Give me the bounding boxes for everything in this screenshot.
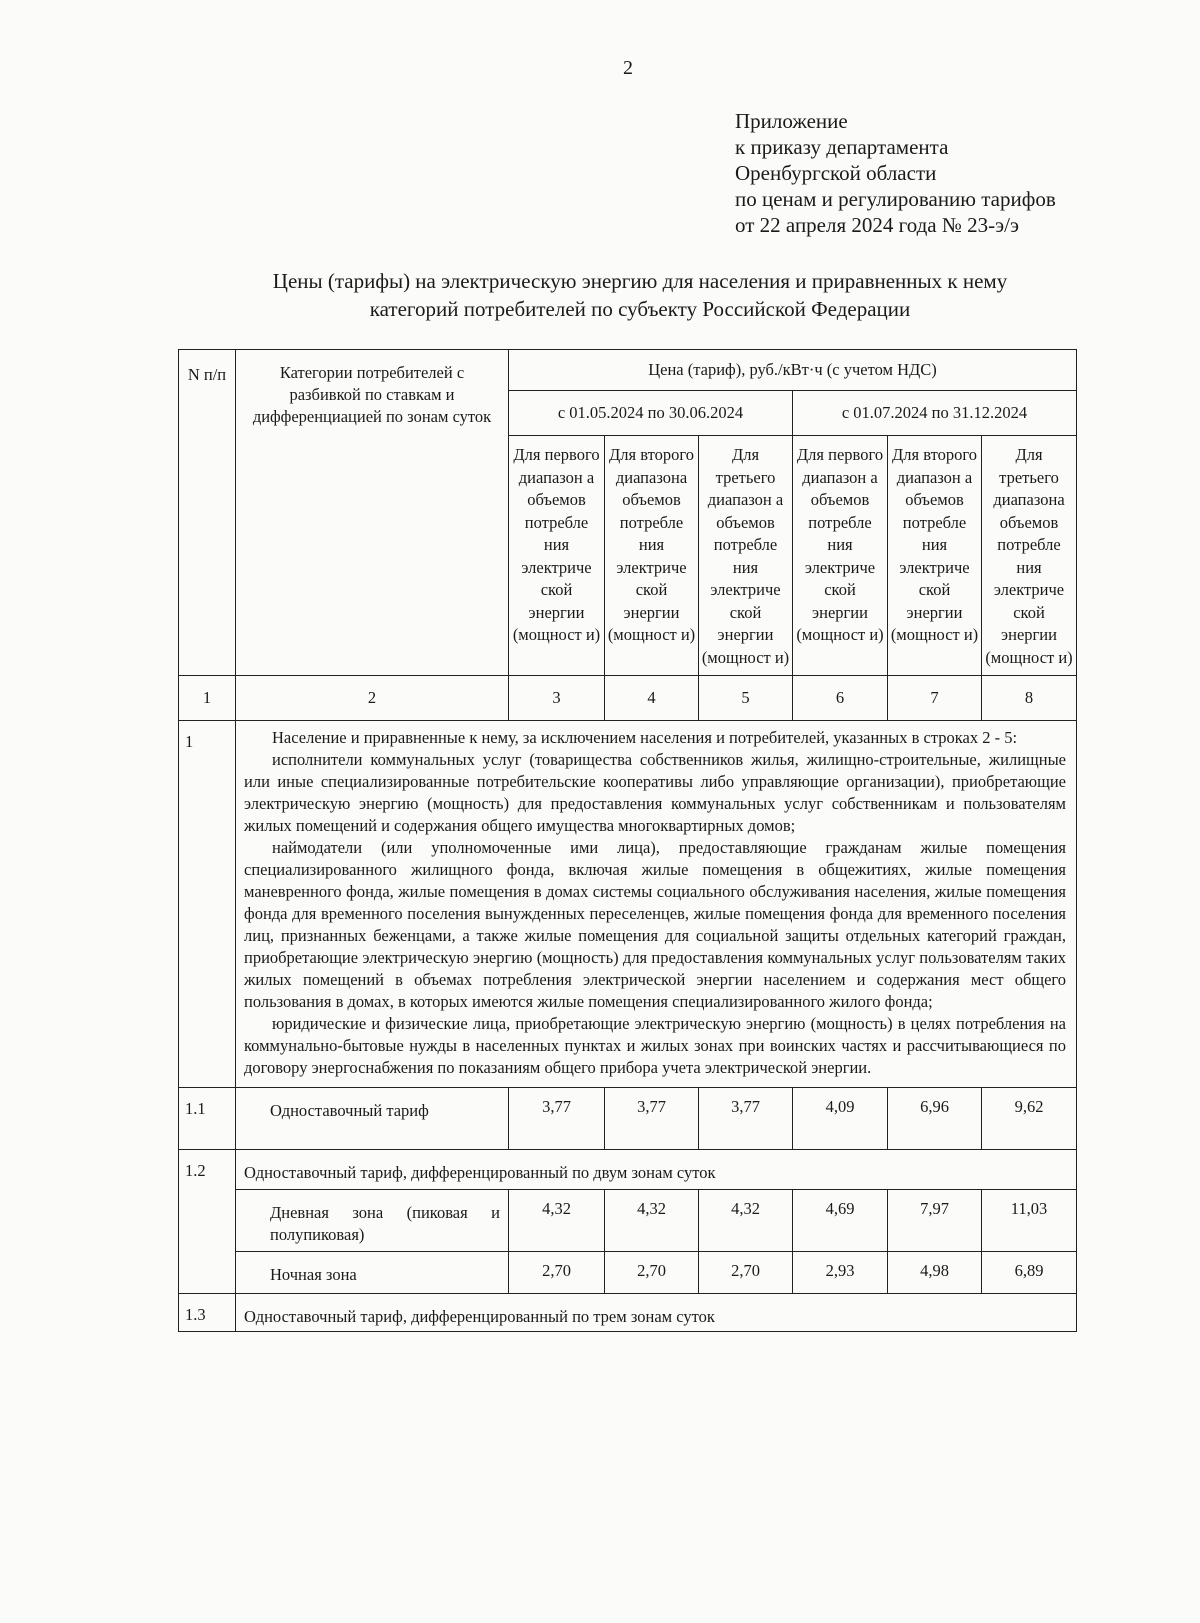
row-1-description bbox=[236, 721, 1077, 1088]
description-paragraph: Население и приравненные к нему, за исключением населения и потребителей, указанных в строках 2 - 5: bbox=[272, 728, 1018, 747]
col-number: 8 bbox=[982, 676, 1077, 721]
appendix-line: по ценам и регулированию тарифов bbox=[735, 187, 1056, 211]
description-paragraph: юридические и физические лица, приобретающие электрическую энергию (мощность) в целях потребления на коммунально-бытовые нужды в населенных пунктах и жилых зонах при воинских частях и рассчитывающиеся по договору энергоснабжения по показаниям общего прибора учета электрической энергии. bbox=[244, 1014, 1066, 1077]
tariff-value: 4,32 bbox=[509, 1190, 605, 1252]
tariff-value: 3,77 bbox=[699, 1088, 793, 1150]
title-line: категорий потребителей по субъекту Российской Федерации bbox=[369, 297, 911, 321]
tariff-value: 2,70 bbox=[605, 1252, 699, 1294]
col-number: 2 bbox=[236, 676, 509, 721]
col-number: 5 bbox=[699, 676, 793, 721]
appendix-line: Приложение bbox=[735, 109, 848, 133]
column-number-row bbox=[179, 676, 1077, 721]
table-row-night-zone bbox=[179, 1252, 1077, 1294]
appendix-line: от 22 апреля 2024 года № 23-э/э bbox=[735, 213, 1020, 237]
tariff-value: 4,09 bbox=[793, 1088, 888, 1150]
tariff-value: 2,70 bbox=[699, 1252, 793, 1294]
tariff-value: 4,32 bbox=[605, 1190, 699, 1252]
tariff-value: 2,93 bbox=[793, 1252, 888, 1294]
tariff-value: 9,62 bbox=[982, 1088, 1077, 1150]
header-range-5: Для второго диапазон а объемов потребле ния электриче ской энергии (мощност и) bbox=[888, 436, 982, 676]
appendix-line: к приказу департамента bbox=[735, 135, 949, 159]
tariff-value: 2,70 bbox=[509, 1252, 605, 1294]
col-number: 6 bbox=[793, 676, 888, 721]
header-range-6: Для третьего диапазона объемов потребле ния электриче ской энергии (мощност и) bbox=[982, 436, 1077, 676]
header-range-2: Для второго диапазона объемов потребле ния электриче ской энергии (мощност и) bbox=[605, 436, 699, 676]
col-number: 1 bbox=[179, 676, 236, 721]
header-period-2: с 01.07.2024 по 31.12.2024 bbox=[793, 391, 1077, 436]
header-period-1: с 01.05.2024 по 30.06.2024 bbox=[509, 391, 793, 436]
row-number: 1.3 bbox=[179, 1294, 236, 1332]
header-category: Категории потребителей с разбивкой по ставкам и дифференциацией по зонам суток bbox=[236, 350, 509, 676]
col-number: 4 bbox=[605, 676, 699, 721]
tariff-value: 6,96 bbox=[888, 1088, 982, 1150]
appendix-block bbox=[735, 108, 1056, 238]
row-label: Ночная зона bbox=[236, 1252, 509, 1294]
row-label: Одноставочный тариф, дифференцированный по двум зонам суток bbox=[236, 1150, 1077, 1190]
header-range-1: Для первого диапазон а объемов потребле ния электриче ской энергии (мощност и) bbox=[509, 436, 605, 676]
tariff-value: 7,97 bbox=[888, 1190, 982, 1252]
table-row-1 bbox=[179, 721, 1077, 1088]
tariff-value: 11,03 bbox=[982, 1190, 1077, 1252]
tariff-value: 4,98 bbox=[888, 1252, 982, 1294]
header-price: Цена (тариф), руб./кВт·ч (с учетом НДС) bbox=[509, 350, 1077, 391]
row-label: Дневная зона (пиковая и полупиковая) bbox=[236, 1190, 509, 1252]
table-row-1-2 bbox=[179, 1150, 1077, 1190]
tariff-value: 4,32 bbox=[699, 1190, 793, 1252]
header-range-3: Для третьего диапазон а объемов потребле ния электриче ской энергии (мощност и) bbox=[699, 436, 793, 676]
header-n: N п/п bbox=[179, 350, 236, 676]
tariff-value: 6,89 bbox=[982, 1252, 1077, 1294]
description-paragraph: наймодатели (или уполномоченные ими лица), предоставляющие гражданам жилые помещения специализированного жилищного фонда, включая жилые помещения в общежитиях, жилые помещения маневренного фонда, жилые помещения в домах системы социального обслуживания населения, жилые помещения фонда для временного поселения вынужденных переселенцев, жилые помещения фонда для временного поселения лиц, признанных беженцами, а также жилые помещения для социальной защиты отдельных категорий граждан, приобретающие электрическую энергию (мощность) для предоставления коммунальных услуг пользователям таких жилых помещений в объемах потребления электрической энергии населением и содержания мест общего пользования в домах, в которых имеются жилые помещения специализированного жилого фонда; bbox=[244, 838, 1066, 1011]
page-number: 2 bbox=[623, 57, 633, 79]
tariff-value: 4,69 bbox=[793, 1190, 888, 1252]
tariff-table bbox=[178, 349, 1077, 1332]
col-number: 3 bbox=[509, 676, 605, 721]
table-row-1-1 bbox=[179, 1088, 1077, 1150]
col-number: 7 bbox=[888, 676, 982, 721]
table-row-1-3 bbox=[179, 1294, 1077, 1332]
appendix-line: Оренбургской области bbox=[735, 161, 937, 185]
header-range-4: Для первого диапазон а объемов потребле ния электриче ской энергии (мощност и) bbox=[793, 436, 888, 676]
title-line: Цены (тарифы) на электрическую энергию для населения и приравненных к нему bbox=[272, 269, 1008, 293]
row-number: 1 bbox=[179, 721, 236, 1088]
tariff-value: 3,77 bbox=[605, 1088, 699, 1150]
table-row-day-zone bbox=[179, 1190, 1077, 1252]
row-label: Одноставочный тариф, дифференцированный по трем зонам суток bbox=[236, 1294, 1077, 1332]
row-number: 1.1 bbox=[179, 1088, 236, 1150]
document-title bbox=[170, 267, 1110, 323]
row-label: Одноставочный тариф bbox=[236, 1088, 509, 1150]
row-number: 1.2 bbox=[179, 1150, 236, 1294]
tariff-value: 3,77 bbox=[509, 1088, 605, 1150]
description-paragraph: исполнители коммунальных услуг (товарищества собственников жилья, жилищно-строительные, жилищные или иные специализированные потребительские кооперативы либо управляющие организации), приобретающие электрическую энергию (мощность) для предоставления коммунальных услуг собственникам и пользователям жилых помещений и содержания общего имущества многоквартирных домов; bbox=[244, 750, 1066, 835]
